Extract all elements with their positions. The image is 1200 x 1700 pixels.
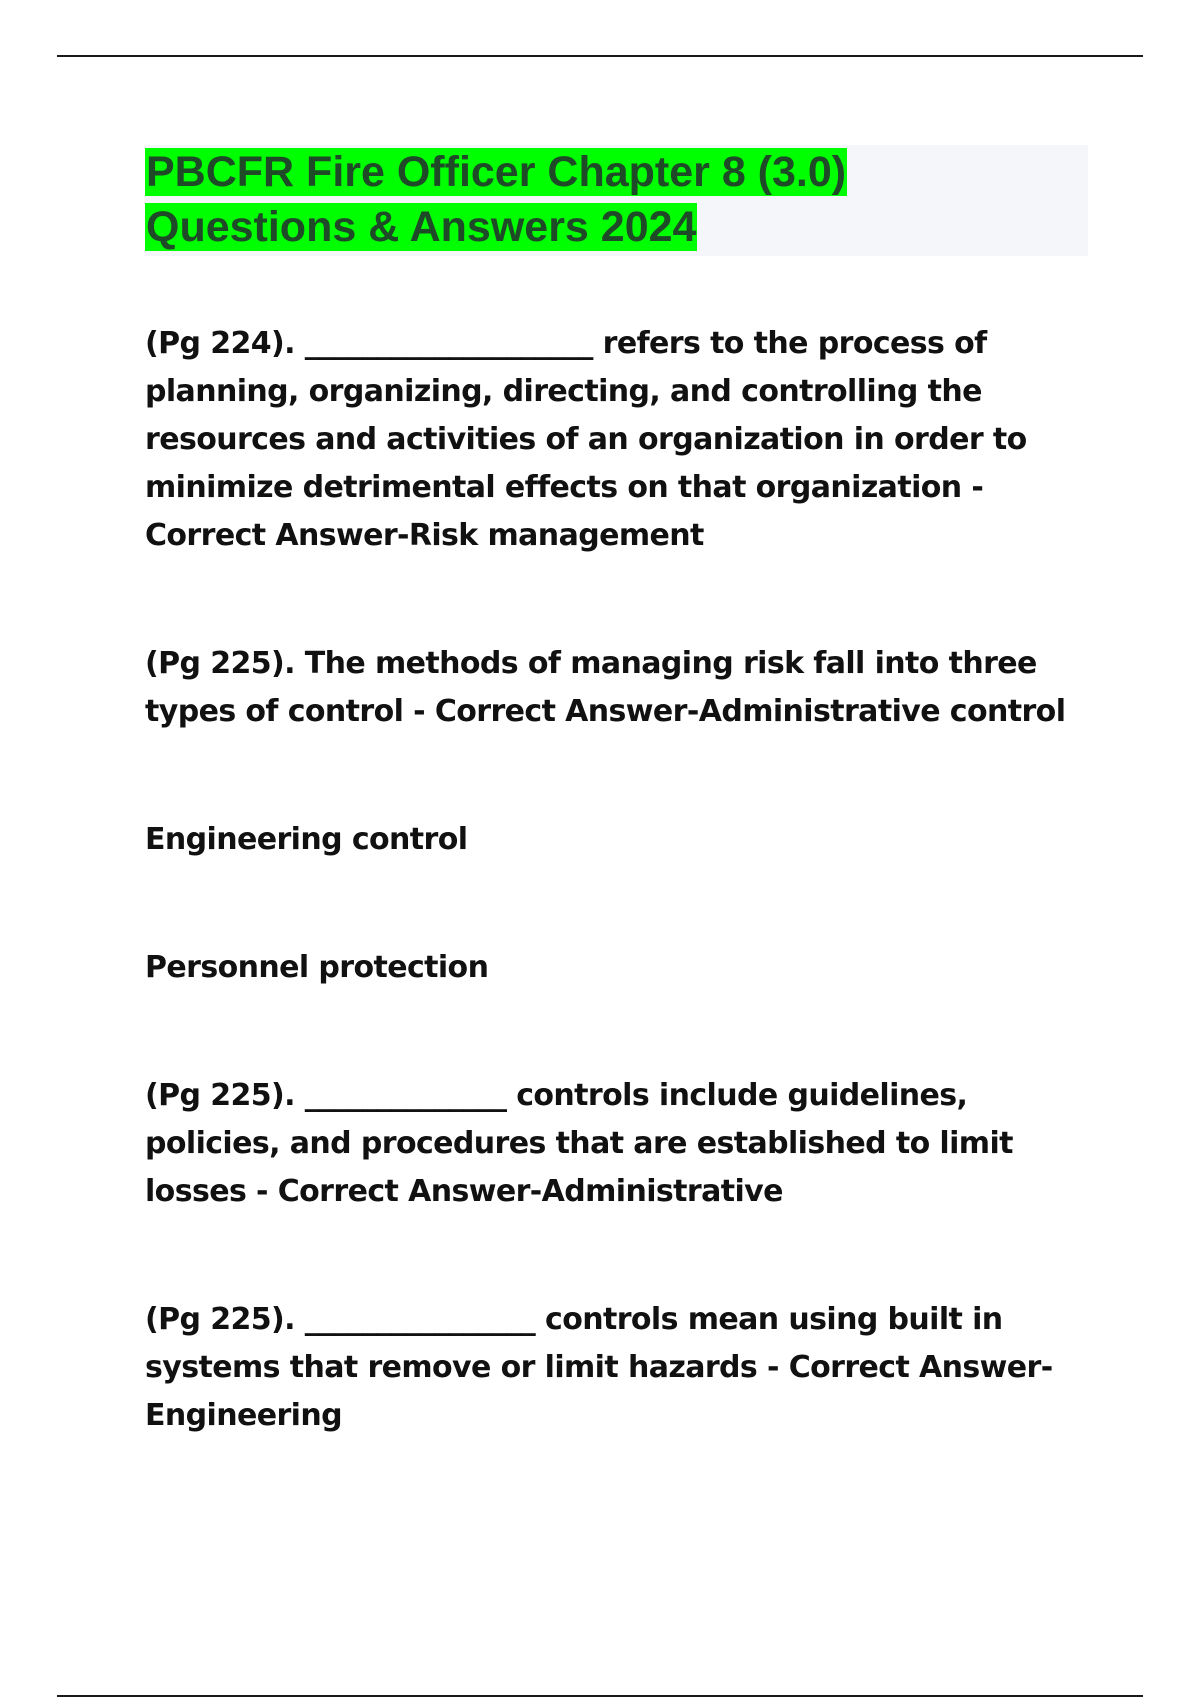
document-title: [145, 145, 1088, 256]
title-line-2: [145, 200, 1088, 255]
top-divider: [57, 55, 1143, 57]
bottom-divider: [57, 1695, 1143, 1697]
qa-entry-administrative: (Pg 225). ______________ controls include guidelines, policies, and procedures that are established to limit losses - Correct Answer-Administrative: [145, 1078, 1013, 1209]
title-line-1: [145, 145, 1088, 200]
qa-entry-personnel-protection: Personnel protection: [145, 950, 489, 985]
title-line-1-text: PBCFR Fire Officer Chapter 8 (3.0): [146, 148, 847, 196]
title-line-2-text: Questions & Answers 2024: [146, 203, 697, 251]
qa-entry-engineering: (Pg 225). ________________ controls mean using built in systems that remove or limit hazards - Correct Answer-Engineering: [145, 1302, 1053, 1433]
qa-entry-control-types: (Pg 225). The methods of managing risk fall into three types of control - Correct Answer-Administrative control: [145, 646, 1066, 729]
qa-entry-engineering-control: Engineering control: [145, 822, 468, 857]
qa-entry-risk-management: (Pg 224). ____________________ refers to the process of planning, organizing, directing, and controlling the resources and activities of an organization in order to minimize detrimental effects on that organization - Correct Answer-Risk management: [145, 326, 1027, 553]
